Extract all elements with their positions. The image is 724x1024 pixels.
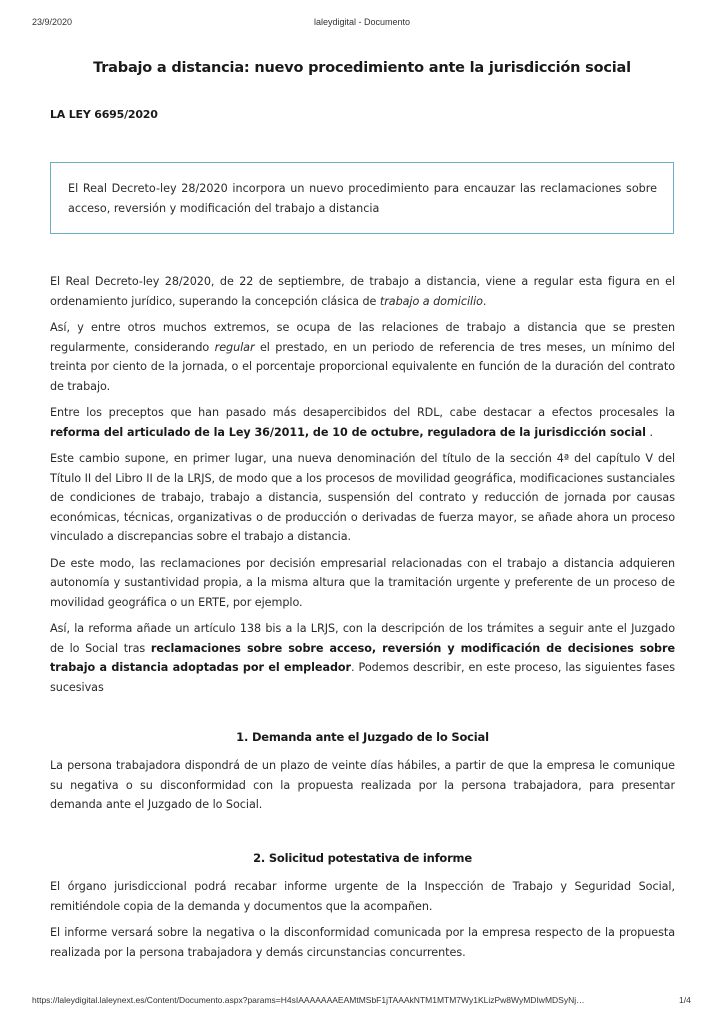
paragraph-1-end: . (482, 294, 487, 308)
paragraph-1-text: El Real Decreto-ley 28/2020, de 22 de septiembre, de trabajo a distancia, viene a regular esta figura en el ordenamiento jurídico, superando la concepción clásica de (50, 275, 675, 308)
print-page-title: laleydigital - Documento (313, 17, 411, 27)
print-date: 23/9/2020 (32, 17, 73, 27)
summary-text: El Real Decreto-ley 28/2020 incorpora un nuevo procedimiento para encauzar las reclamaciones sobre acceso, reversión y modificación del trabajo a distancia (68, 182, 657, 215)
section-heading: 1. Demanda ante el Juzgado de lo Social (236, 730, 489, 744)
paragraph-1 (50, 272, 675, 311)
document-body (50, 272, 675, 704)
paragraph-3-end: . (645, 425, 653, 439)
paragraph-3-text: Entre los preceptos que han pasado más desapercibidos del RDL, cabe destacar a efectos procesales la (50, 406, 675, 419)
paragraph-2-end: el prestado, en un periodo de referencia de tres meses, un mínimo del treinta por ciento de la jornada, o el porcentaje proporcional equivalente en función de la duración del contrato de trabajo. (50, 340, 675, 393)
document-title: Trabajo a distancia: nuevo procedimiento ante la jurisdicción social (93, 59, 631, 76)
paragraph-6-text: Así, la reforma añade un artículo 138 bis a la LRJS, con la descripción de los trámites a seguir ante el Juzgado de lo Social tras (50, 622, 675, 655)
section-heading: 2. Solicitud potestativa de informe (253, 851, 472, 865)
paragraph-5: De este modo, las reclamaciones por decisión empresarial relacionadas con el trabajo a distancia adquieren autonomía y sustantividad propia, a la misma altura que la tramitación urgente y preferente de un proceso de movilidad geográfica o un ERTE, por ejemplo. (50, 556, 675, 609)
paragraph-2-emphasis: regular (214, 340, 255, 354)
paragraph-2-text: Así, y entre otros muchos extremos, se ocupa de las relaciones de trabajo a distancia que se presten regularmente, considerando (50, 321, 675, 354)
section-paragraph: La persona trabajadora dispondrá de un plazo de veinte días hábiles, a partir de que la empresa le comunique su negativa o su disconformidad con la propuesta realizada por la persona trabajadora, para presentar demanda ante el Juzgado de lo Social. (50, 759, 675, 811)
section-demanda (50, 730, 675, 822)
section-paragraph: El órgano jurisdiccional podrá recabar informe urgente de la Inspección de Trabajo y Seguridad Social, remitiéndole copia de la demanda y documentos que la acompañen. (50, 880, 675, 913)
paragraph-6-bold: reclamaciones sobre sobre acceso, reversión y modificación de decisiones sobre trabajo a distancia adoptadas por el empleador (50, 641, 675, 674)
section-solicitud-informe (50, 851, 675, 969)
paragraph-4: Este cambio supone, en primer lugar, una nueva denominación del título de la sección 4ª del capítulo V del Título II del Libro II de la LRJS, de modo que a los procesos de movilidad geográfica, modificaciones sustanciales de condiciones de trabajo, trabajo a distancia, suspensión del contrato y reducción de jornada por causas económicas, técnicas, organizativas o de producción o derivadas de fuerza mayor, se añade ahora un proceso vinculado a discrepancias sobre el trabajo a distancia. (50, 452, 675, 543)
print-url: https://laleydigital.laleynext.es/Content/Documento.aspx?params=H4sIAAAAAAAEAMtMSbF1jTAAAkNTM1MTM7Wy1KLizPw8WyMDIwMDSyNj… (32, 995, 585, 1005)
section-paragraph: El informe versará sobre la negativa o la disconformidad comunicada por la empresa respecto de la propuesta realizada por la persona trabajadora y demás circunstancias concurrentes. (50, 926, 675, 959)
law-reference: LA LEY 6695/2020 (50, 108, 158, 121)
paragraph-6 (50, 619, 675, 697)
summary-box (50, 162, 674, 234)
paragraph-2 (50, 318, 675, 396)
page-number: 1/4 (679, 995, 691, 1005)
paragraph-6-end: . Podemos describir, en este proceso, las siguientes fases sucesivas (50, 661, 675, 694)
paragraph-1-emphasis: trabajo a domicilio (379, 294, 483, 308)
paragraph-3-bold: reforma del articulado de la Ley 36/2011, de 10 de octubre, reguladora de la jurisdicción social (50, 425, 646, 439)
paragraph-3 (50, 403, 675, 442)
